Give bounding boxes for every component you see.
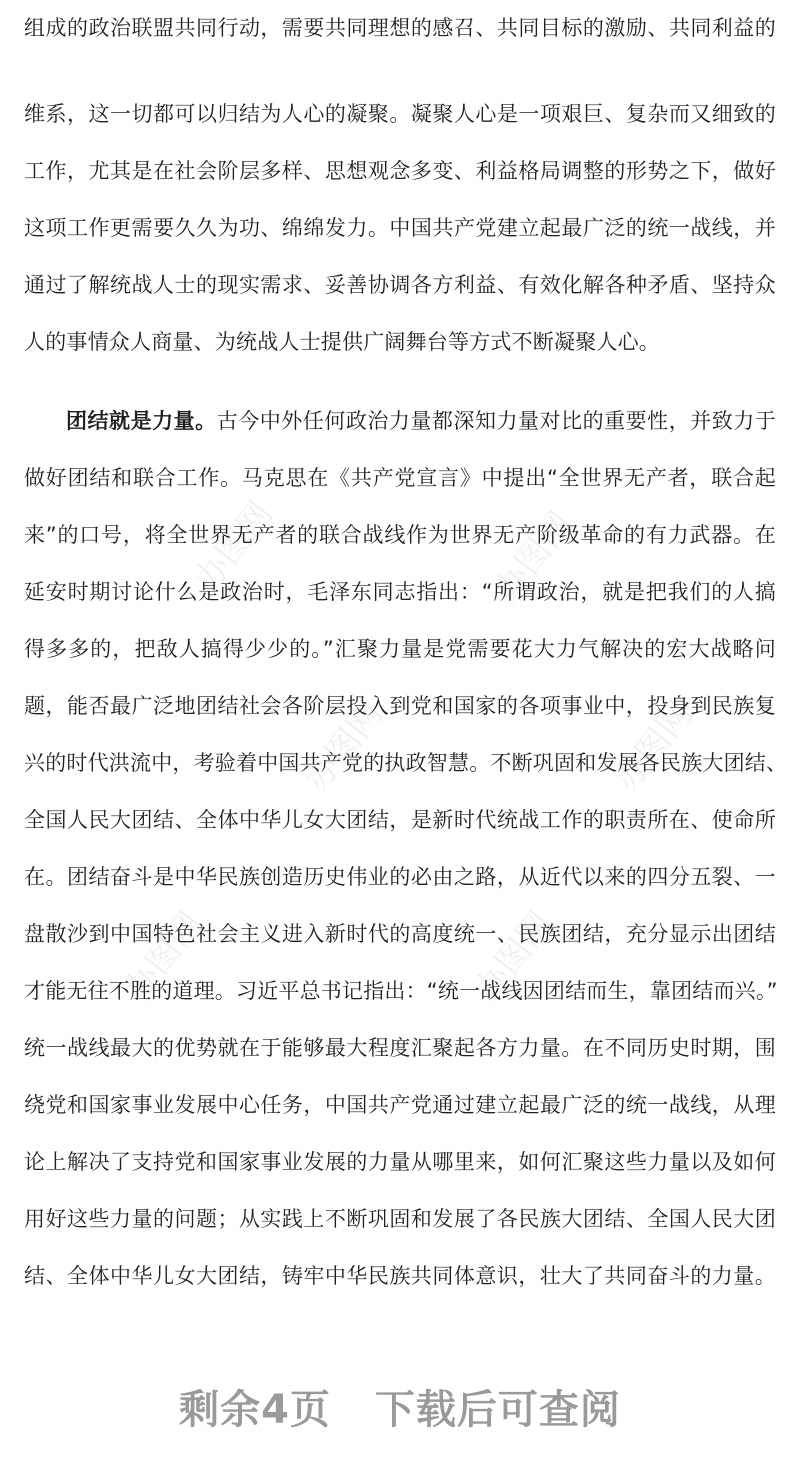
text-line: 组成的政治联盟共同行动，需要共同理想的感召、共同目标的激励、共同利益的 <box>24 16 776 40</box>
text-line: 题，能否最广泛地团结社会各阶层投入到党和国家的各项事业中，投身到民族复 <box>24 694 776 718</box>
text-line: 盘散沙到中国特色社会主义进入新时代的高度统一、民族团结，充分显示出团结 <box>24 922 776 946</box>
text-line: 绕党和国家事业发展中心任务，中国共产党通过建立起最广泛的统一战线，从理 <box>24 1093 776 1117</box>
text-line: 得多多的，把敌人搞得少少的。”汇聚力量是党需要花大力气解决的宏大战略问 <box>24 637 776 661</box>
text-line: 在。团结奋斗是中华民族创造历史伟业的必由之路，从近代以来的四分五裂、一 <box>24 865 776 889</box>
watermark: 办图网 <box>186 494 281 600</box>
text-line: 才能无往不胜的道理。习近平总书记指出：“统一战线因团结而生，靠团结而兴。” <box>24 979 778 1003</box>
text-line: 结、全体中华儿女大团结，铸牢中华民族共同体意识，壮大了共同奋斗的力量。 <box>24 1264 776 1288</box>
text-line: 统一战线最大的优势就在于能够最大程度汇聚起各方力量。在不同历史时期，围 <box>24 1036 776 1060</box>
text-line: 兴的时代洪流中，考验着中国共产党的执政智慧。不断巩固和发展各民族大团结、 <box>24 751 788 775</box>
text-line: 延安时期讨论什么是政治时，毛泽东同志指出：“所谓政治，就是把我们的人搞 <box>24 580 776 604</box>
text-line: 维系，这一切都可以归结为人心的凝聚。凝聚人心是一项艰巨、复杂而又细致的 <box>24 102 776 126</box>
text-line: 工作，尤其是在社会阶层多样、思想观念多变、利益格局调整的形势之下，做好 <box>24 159 776 183</box>
watermark: 办图网 <box>466 904 561 1010</box>
text-line: 用好这些力量的问题；从实践上不断巩固和发展了各民族大团结、全国人民大团 <box>24 1207 776 1231</box>
watermark: 办图网 <box>486 504 581 610</box>
text-line <box>66 406 776 436</box>
watermark: 办图网 <box>296 694 391 800</box>
download-prompt[interactable] <box>0 1378 800 1433</box>
text-span: 古今中外任何政治力量都深知力量对比的重要性，并致力于 <box>216 409 777 433</box>
text-line: 来”的口号，将全世界无产者的联合战线作为世界无产阶级革命的有力武器。在 <box>24 523 776 547</box>
text-line: 人的事情众人商量、为统战人士提供广阔舞台等方式不断凝聚人心。 <box>24 330 660 354</box>
text-line: 通过了解统战人士的现实需求、妥善协调各方利益、有效化解各种矛盾、坚持众 <box>24 273 776 297</box>
text-line: 全国人民大团结、全体中华儿女大团结，是新时代统战工作的职责所在、使命所 <box>24 808 776 832</box>
watermark: 办图网 <box>606 694 701 800</box>
text-line: 论上解决了支持党和国家事业发展的力量从哪里来，如何汇聚这些力量以及如何 <box>24 1150 776 1174</box>
download-to-view-label: 下载后可查阅 <box>374 1387 621 1433</box>
watermark: 办图网 <box>116 904 211 1010</box>
remaining-pages-label: 剩余4页 <box>179 1387 331 1433</box>
text-line: 做好团结和联合工作。马克思在《共产党宣言》中提出“全世界无产者，联合起 <box>24 466 776 490</box>
paragraph-heading: 团结就是力量。 <box>66 409 217 433</box>
text-line: 这项工作更需要久久为功、绵绵发力。中国共产党建立起最广泛的统一战线，并 <box>24 216 776 240</box>
